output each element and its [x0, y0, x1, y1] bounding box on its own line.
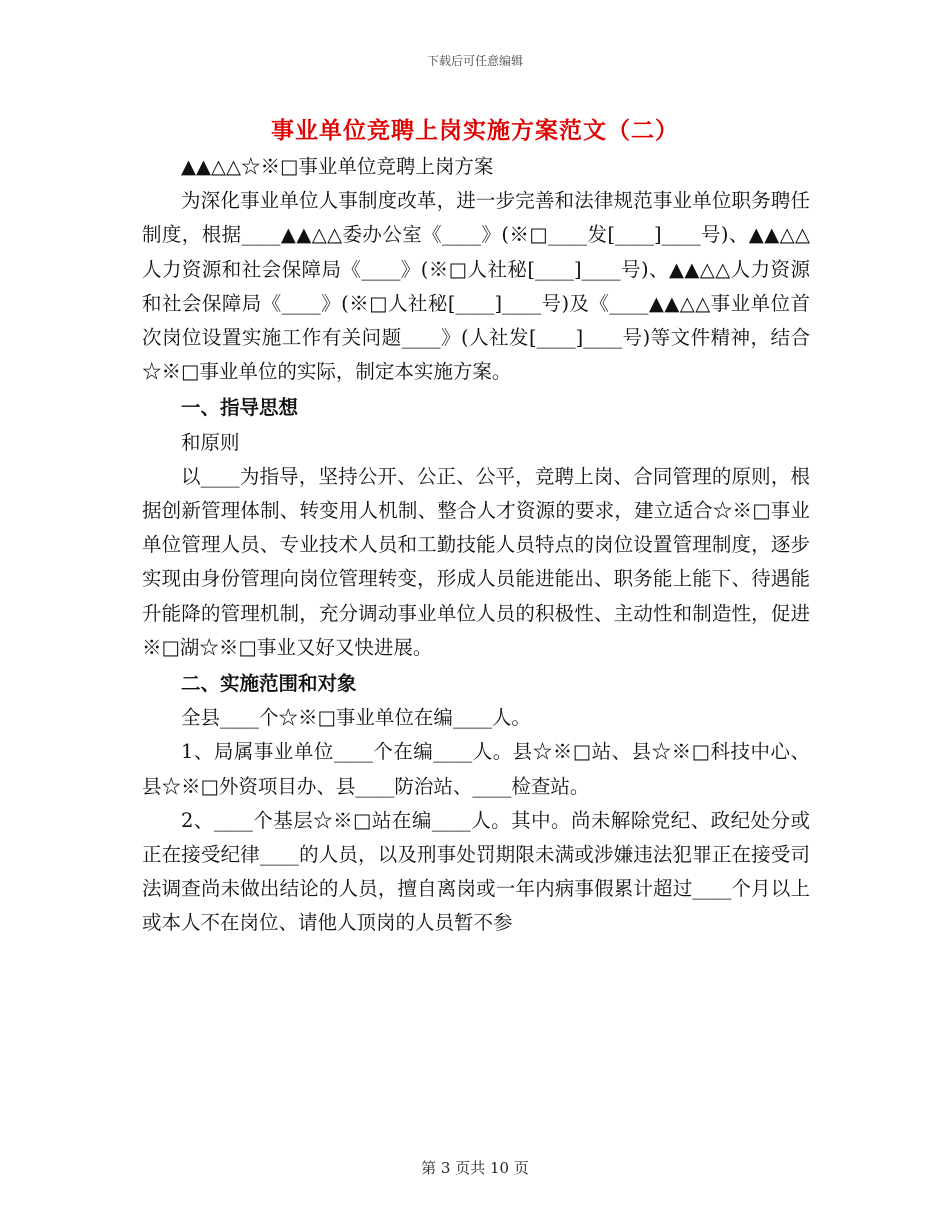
document-body — [142, 150, 810, 941]
paragraph-intro: 为深化事业单位人事制度改革，进一步完善和法律规范事业单位职务聘任制度，根据____▲▲△△委办公室《____》(※□____发[____]____号)、▲▲△△人力资源和社会保障局《____》(※□人社秘[____]____号)、▲▲△△人力资源和社会保障局《____》(※□人社秘[____]____号)及《____▲▲△△事业单位首次岗位设置实施工作有关问题____》(人社发[____]____号)等文件精神，结合☆※□事业单位的实际，制定本实施方案。 — [142, 189, 810, 384]
paragraph-principle-label: 和原则 — [181, 430, 240, 454]
section-heading-2: 二、实施范围和对象 — [181, 672, 357, 696]
paragraph-subtitle: ▲▲△△☆※□事业单位竞聘上岗方案 — [181, 155, 494, 178]
paragraph-item-2: 2、____个基层☆※□站在编____人。其中。尚未解除党纪、政纪处分或正在接受纪律____的人员，以及刑事处罚期限未满或涉嫌违法犯罪正在接受司法调查尚未做出结论的人员，擅自离岗或一年内病事假累计超过____个月以上或本人不在岗位、请他人顶岗的人员暂不参 — [142, 808, 810, 935]
paragraph-item-1: 1、局属事业单位____个在编____人。县☆※□站、县☆※□科技中心、县☆※□外资项目办、县____防治站、____检查站。 — [142, 740, 810, 798]
page-header: 下载后可任意编辑 — [426, 54, 523, 68]
section-heading-1: 一、指导思想 — [181, 396, 299, 420]
page-footer: 第 3 页共 10 页 — [421, 1159, 529, 1177]
document-title: 事业单位竞聘上岗实施方案范文（二） — [271, 117, 679, 144]
paragraph-principle: 以____为指导，坚持公开、公正、公平，竞聘上岗、合同管理的原则，根据创新管理体制、转变用人机制、整合人才资源的要求，建立适合☆※□事业单位管理人员、专业技术人员和工勤技能人员特点的岗位设置管理制度，逐步实现由身份管理向岗位管理转变，形成人员能进能出、职务能上能下、待遇能升能降的管理机制，充分调动事业单位人员的积极性、主动性和制造性，促进※□湖☆※□事业又好又快进展。 — [142, 464, 810, 659]
paragraph-scope: 全县____个☆※□事业单位在编____人。 — [181, 706, 531, 730]
